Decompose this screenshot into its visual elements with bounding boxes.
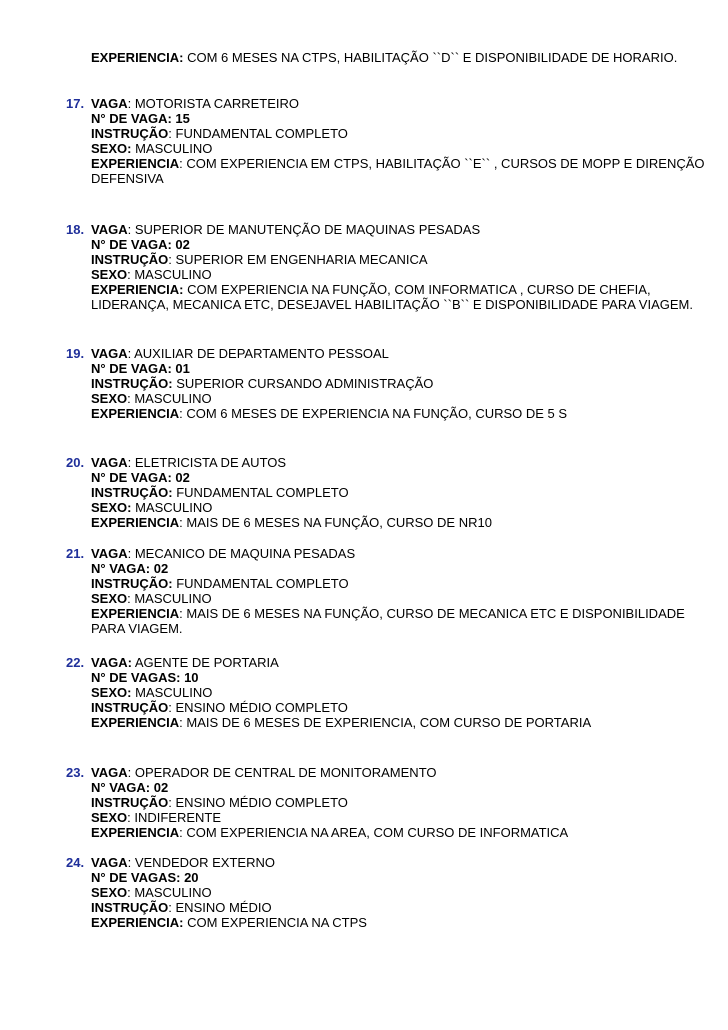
education-line: INSTRUÇÃO: ENSINO MÉDIO [91,900,272,915]
experience-line: EXPERIENCIA: COM EXPERIENCIA EM CTPS, HABILITAÇÃO ``E`` , CURSOS DE MOPP E DIRENÇÃO DEFENSIVA [91,156,705,186]
sex-line: SEXO: MASCULINO [91,500,213,515]
vacancy-count-line: N° DE VAGA: 02 [91,237,190,252]
job-item-22 [66,655,706,730]
item-number: 20. [66,455,85,470]
job-item-17 [66,96,706,186]
education-line: INSTRUÇÃO: FUNDAMENTAL COMPLETO [91,576,349,591]
sex-line: SEXO: MASCULINO [91,885,212,900]
experience-line: EXPERIENCIA: MAIS DE 6 MESES DE EXPERIENCIA, COM CURSO DE PORTARIA [91,715,592,730]
item-number: 21. [66,546,85,561]
vacancy-line: VAGA: SUPERIOR DE MANUTENÇÃO DE MAQUINAS PESADAS [91,222,481,237]
item-number: 18. [66,222,85,237]
experience-line: EXPERIENCIA: COM EXPERIENCIA NA AREA, COM CURSO DE INFORMATICA [91,825,569,840]
education-line: INSTRUÇÃO: FUNDAMENTAL COMPLETO [91,126,348,141]
vacancy-count-line: N° VAGA: 02 [91,780,169,795]
job-item-18 [66,222,706,312]
vacancy-line: VAGA: AUXILIAR DE DEPARTAMENTO PESSOAL [91,346,389,361]
sex-line: SEXO: MASCULINO [91,685,213,700]
item-number: 23. [66,765,85,780]
vacancy-count-line: N° DE VAGA: 15 [91,111,190,126]
sex-line: SEXO: INDIFERENTE [91,810,222,825]
education-line: INSTRUÇÃO: FUNDAMENTAL COMPLETO [91,485,349,500]
vacancy-line: VAGA: MECANICO DE MAQUINA PESADAS [91,546,356,561]
experience-line: EXPERIENCIA: COM EXPERIENCIA NA FUNÇÃO, COM INFORMATICA , CURSO DE CHEFIA, LIDERANÇA, MECANICA ETC, DESEJAVEL HABILITAÇÃO ``B`` E DISPONIBILIDADE PARA VIAGEM. [91,282,693,312]
job-item-16-continued [66,50,706,65]
vacancy-count-line: N° DE VAGAS: 10 [91,670,199,685]
sex-line: SEXO: MASCULINO [91,591,212,606]
item-number: 17. [66,96,85,111]
education-line: INSTRUÇÃO: SUPERIOR CURSANDO ADMINISTRAÇÃO [91,376,434,391]
education-line: INSTRUÇÃO: ENSINO MÉDIO COMPLETO [91,700,348,715]
experience-line: EXPERIENCIA: COM 6 MESES DE EXPERIENCIA NA FUNÇÃO, CURSO DE 5 S [91,406,568,421]
education-line: INSTRUÇÃO: SUPERIOR EM ENGENHARIA MECANICA [91,252,428,267]
sex-line: SEXO: MASCULINO [91,391,212,406]
vacancy-count-line: N° DE VAGA: 01 [91,361,190,376]
job-item-24 [66,855,706,930]
vacancy-count-line: N° DE VAGAS: 20 [91,870,199,885]
item-number: 22. [66,655,85,670]
item-number: 24. [66,855,85,870]
item-number: 19. [66,346,85,361]
education-line: INSTRUÇÃO: ENSINO MÉDIO COMPLETO [91,795,348,810]
vacancy-line: VAGA: OPERADOR DE CENTRAL DE MONITORAMENTO [91,765,437,780]
job-item-19 [66,346,706,421]
experience-line: EXPERIENCIA: COM 6 MESES NA CTPS, HABILITAÇÃO ``D`` E DISPONIBILIDADE DE HORARIO. [91,50,678,65]
job-item-20 [66,455,706,530]
job-item-21 [66,546,706,636]
experience-line: EXPERIENCIA: COM EXPERIENCIA NA CTPS [91,915,367,930]
vacancy-line: VAGA: MOTORISTA CARRETEIRO [91,96,300,111]
experience-line: EXPERIENCIA: MAIS DE 6 MESES NA FUNÇÃO, CURSO DE MECANICA ETC E DISPONIBILIDADE PARA VIAGEM. [91,606,685,636]
vacancy-line: VAGA: ELETRICISTA DE AUTOS [91,455,287,470]
vacancy-count-line: N° VAGA: 02 [91,561,169,576]
job-item-23 [66,765,706,840]
vacancy-line: VAGA: VENDEDOR EXTERNO [91,855,275,870]
vacancy-line: VAGA: AGENTE DE PORTARIA [91,655,279,670]
experience-line: EXPERIENCIA: MAIS DE 6 MESES NA FUNÇÃO, CURSO DE NR10 [91,515,492,530]
sex-line: SEXO: MASCULINO [91,267,212,282]
sex-line: SEXO: MASCULINO [91,141,213,156]
vacancy-count-line: N° DE VAGA: 02 [91,470,190,485]
